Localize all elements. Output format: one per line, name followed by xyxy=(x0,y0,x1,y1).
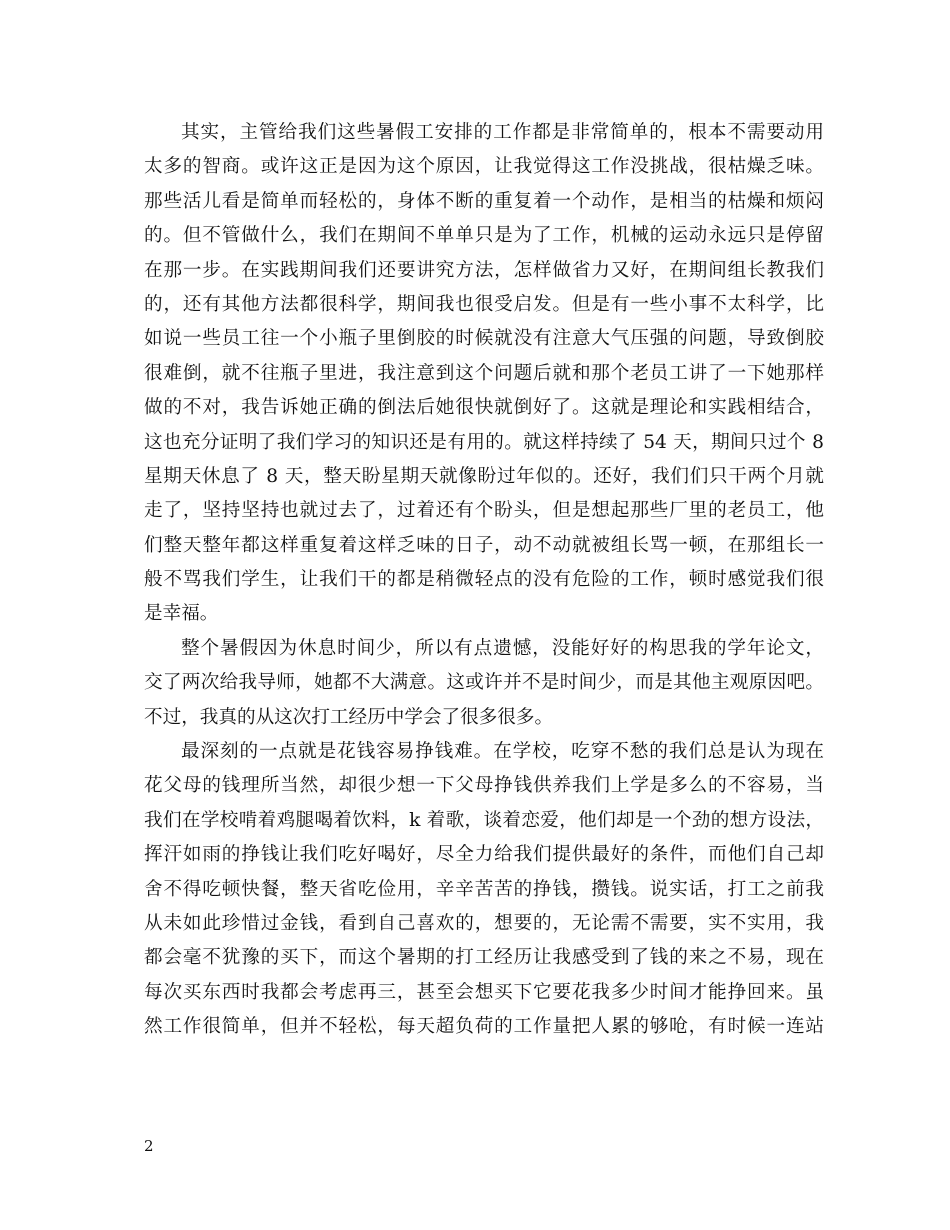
text-line: 星期天休息了 8 天，整天盼星期天就像盼过年似的。还好，我们们只干两个月就 xyxy=(144,465,824,487)
text-line: 在那一步。在实践期间我们还要讲究方法，怎样做省力又好，在期间组长教我们 xyxy=(144,259,824,281)
text-line: 的，还有其他方法都很科学，期间我也很受启发。但是有一些小事不太科学，比 xyxy=(144,293,824,315)
text-line: 最深刻的一点就是花钱容易挣钱难。在学校，吃穿不愁的我们总是认为现在 xyxy=(181,741,824,763)
body-text xyxy=(144,116,824,1045)
text-line: 是幸福。 xyxy=(144,603,219,625)
text-line: 不过，我真的从这次打工经历中学会了很多很多。 xyxy=(144,706,554,728)
text-line: 其实，主管给我们这些暑假工安排的工作都是非常简单的，根本不需要动用 xyxy=(181,122,824,143)
text-line: 做的不对，我告诉她正确的倒法后她很快就倒好了。这就是理论和实践相结合， xyxy=(144,397,824,419)
text-line: 走了，坚持坚持也就过去了，过着还有个盼头，但是想起那些厂里的老员工，他 xyxy=(144,500,824,522)
text-line: 我们在学校啃着鸡腿喝着饮料，k 着歌，谈着恋爱，他们却是一个劲的想方设法， xyxy=(144,809,824,831)
text-line: 从未如此珍惜过金钱，看到自己喜欢的，想要的，无论需不需要，实不实用，我 xyxy=(144,912,824,934)
text-line: 的。但不管做什么，我们在期间不单单只是为了工作，机械的运动永远只是停留 xyxy=(144,225,824,247)
text-line: 交了两次给我导师，她都不大满意。这或许并不是时间少，而是其他主观原因吧。 xyxy=(144,672,824,694)
text-line: 太多的智商。或许这正是因为这个原因，让我觉得这工作没挑战，很枯燥乏味。 xyxy=(144,156,824,178)
text-line: 如说一些员工往一个小瓶子里倒胶的时候就没有注意大气压强的问题，导致倒胶 xyxy=(144,328,824,350)
text-line: 挥汗如雨的挣钱让我们吃好喝好，尽全力给我们提供最好的条件，而他们自己却 xyxy=(144,844,824,866)
text-line: 这也充分证明了我们学习的知识还是有用的。就这样持续了 54 天，期间只过个 8 xyxy=(144,431,824,453)
text-line: 花父母的钱理所当然，却很少想一下父母挣钱供养我们上学是多么的不容易，当 xyxy=(144,775,824,797)
text-line: 每次买东西时我都会考虑再三，甚至会想买下它要花我多少时间才能挣回来。虽 xyxy=(144,981,824,1003)
text-line: 那些活儿看是简单而轻松的，身体不断的重复着一个动作，是相当的枯燥和烦闷 xyxy=(144,190,824,212)
page-number: 2 xyxy=(144,1137,154,1155)
text-line: 都会毫不犹豫的买下，而这个暑期的打工经历让我感受到了钱的来之不易，现在 xyxy=(144,947,824,969)
text-line: 很难倒，就不往瓶子里进，我注意到这个问题后就和那个老员工讲了一下她那样 xyxy=(144,362,824,384)
text-line: 然工作很简单，但并不轻松，每天超负荷的工作量把人累的够呛，有时候一连站 xyxy=(144,1016,824,1038)
text-line: 整个暑假因为休息时间少，所以有点遗憾，没能好好的构思我的学年论文， xyxy=(181,637,824,659)
text-line: 们整天整年都这样重复着这样乏味的日子，动不动就被组长骂一顿，在那组长一 xyxy=(144,534,824,556)
text-line: 般不骂我们学生，让我们干的都是稍微轻点的没有危险的工作，顿时感觉我们很 xyxy=(144,569,824,591)
text-line: 舍不得吃顿快餐，整天省吃俭用，辛辛苦苦的挣钱，攒钱。说实话，打工之前我 xyxy=(144,878,824,900)
